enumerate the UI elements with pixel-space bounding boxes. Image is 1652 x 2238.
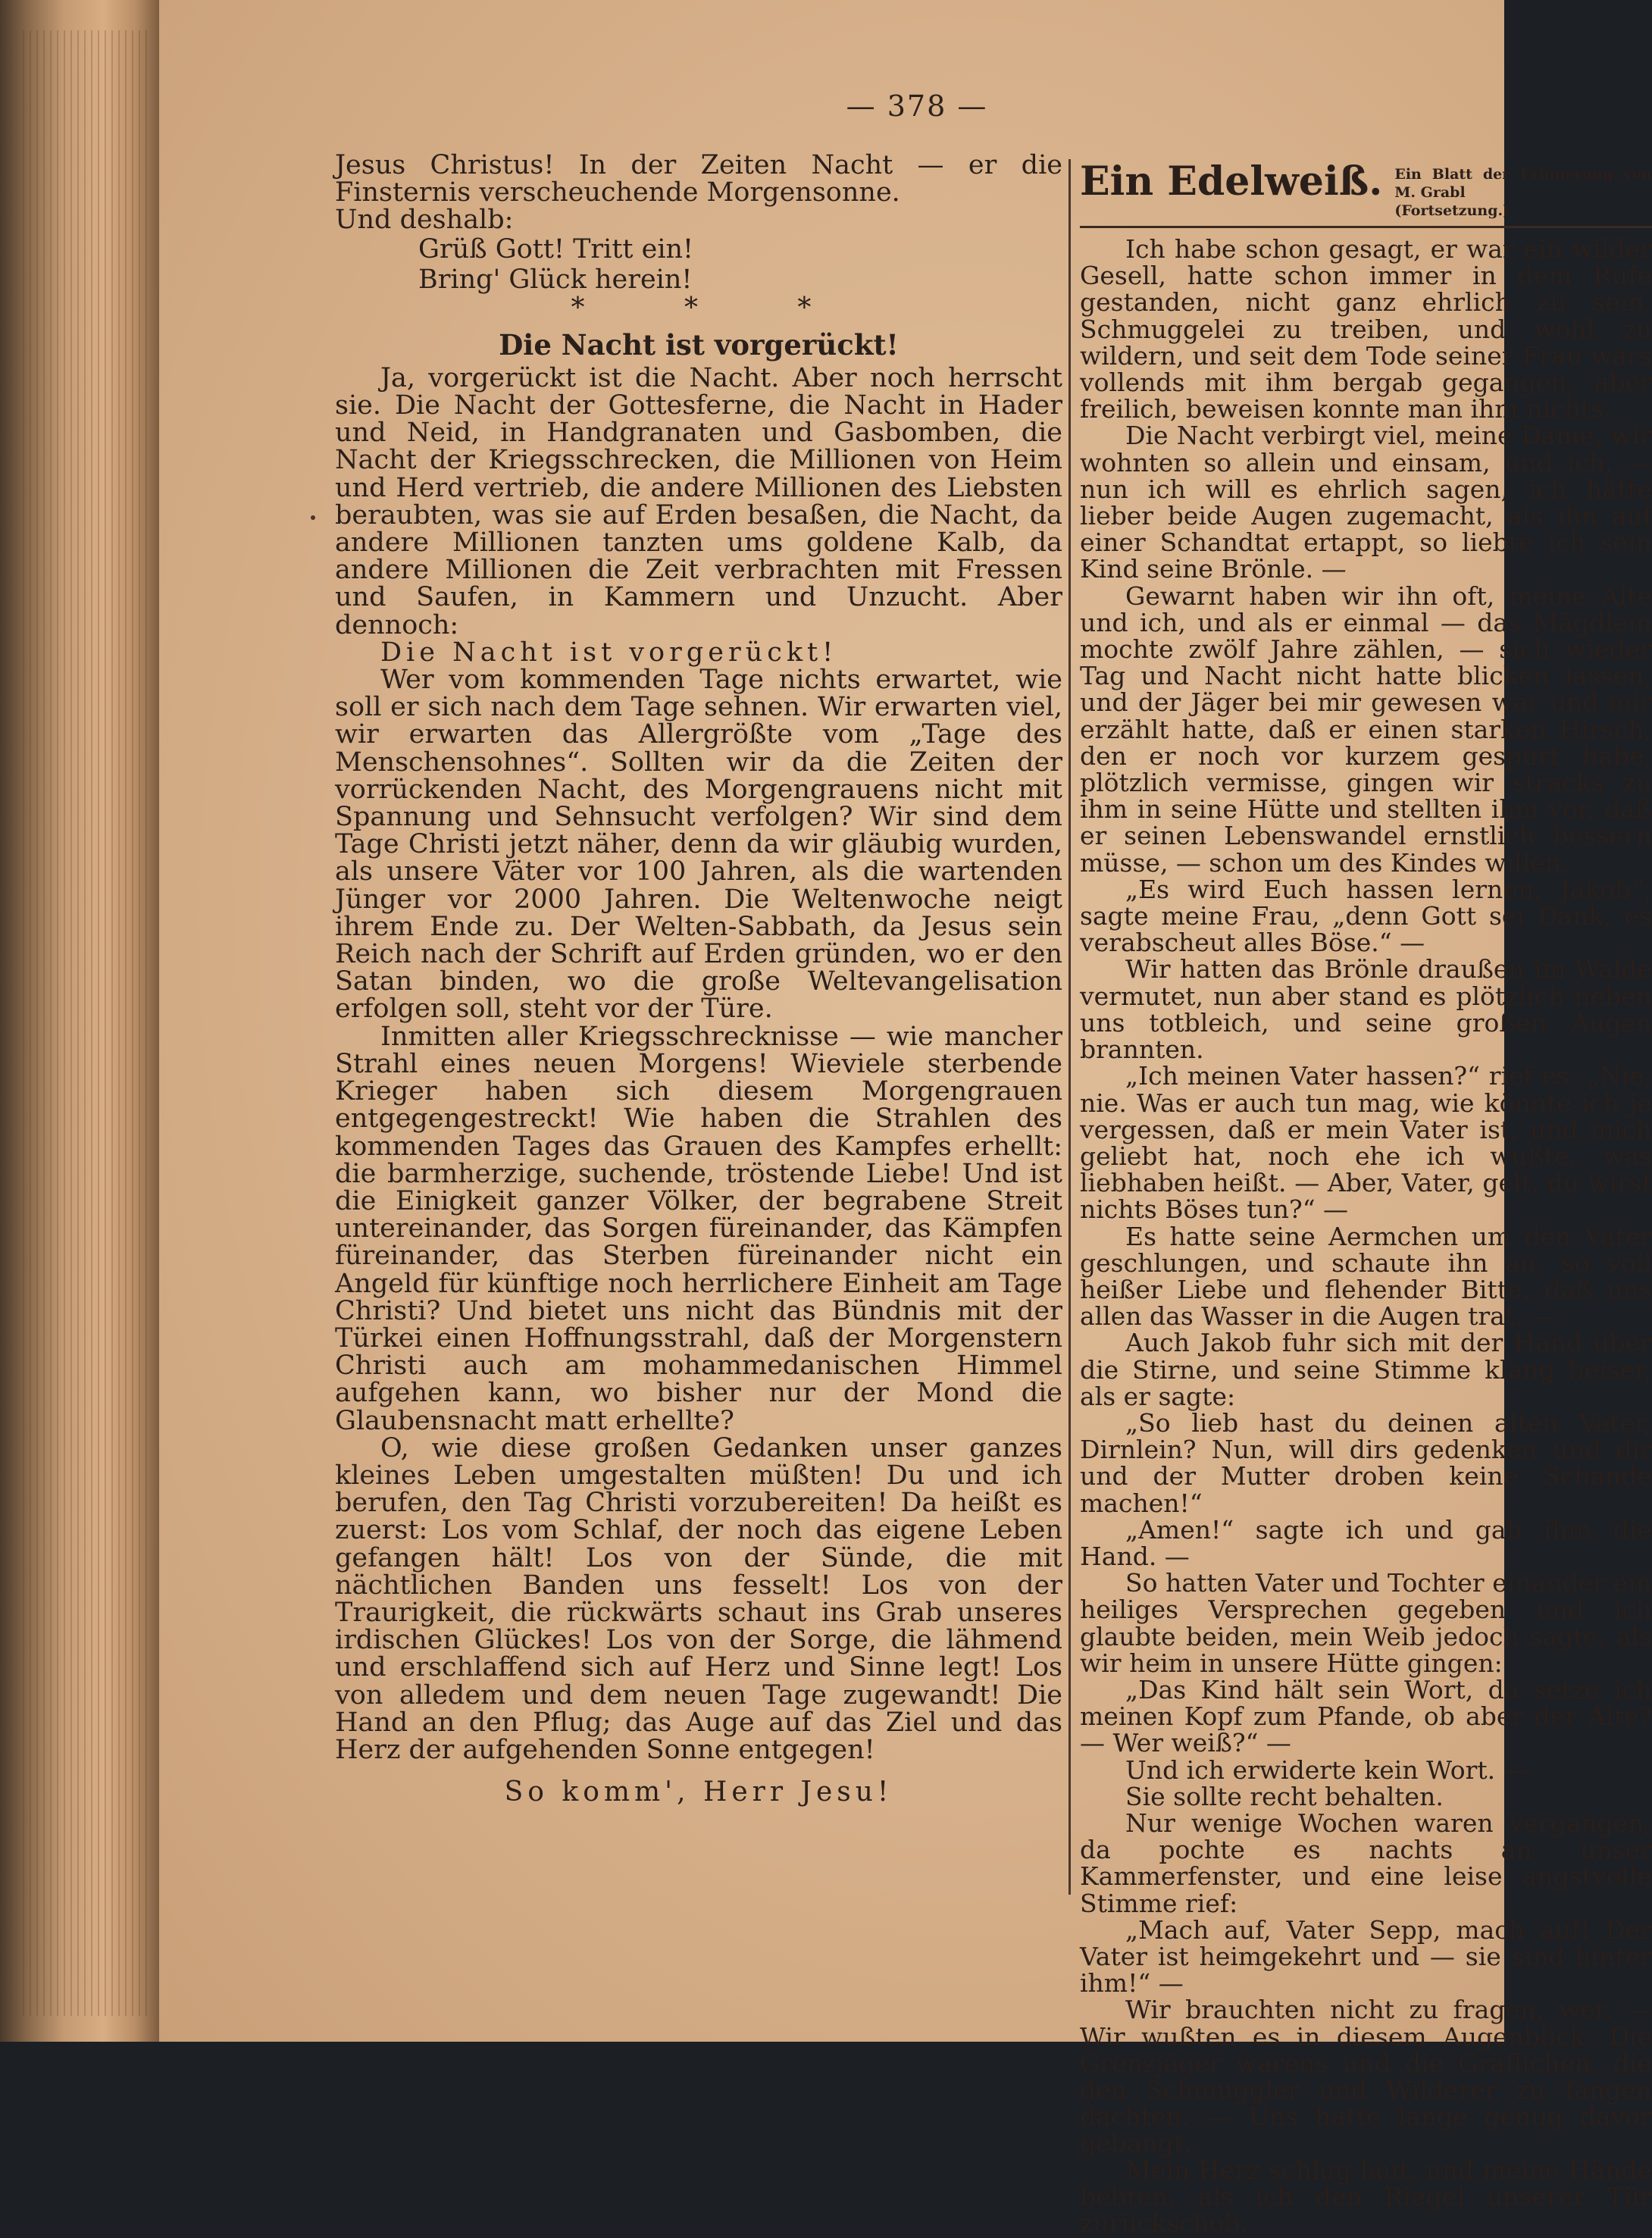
story-byline: Ein Blatt der Erinnerung von M. Grabl [1394,166,1652,201]
opening-text: Jesus Christus! In der Zeiten Nacht — er die Finsternis verscheuchende Morgensonne. [335,150,1062,208]
paragraph-3: Inmitten aller Kriegsschrecknisse — wie mancher Strahl eines neuen Morgens! Wieviele sterbende Krieger haben sich diesem Morgengrauen entgegengestreckt! Wie haben die Strahlen des kommenden Tages das Grauen des Kampfes erhellt: die barmherzige, suchende, tröstende Liebe! Und ist die Einigkeit ganzer Völker, der begrabene Streit untereinander, das Sorgen füreinander, das Kämpfen füreinander, das Sterben füreinander nicht ein Angeld für künftige noch herrlichere Einheit am Tage Christi? Und bietet uns nicht das Bündnis mit der Türkei einen Hoffnungsstrahl, daß der Morgenstern Christi auch am mohammedanischen Himmel aufgehen kann, wo bisher nur der Mond die Glaubensnacht matt erhellte? [335,1021,1062,1436]
story-paragraph: Wir hatten das Brönle draußen im Walde vermutet, nun aber stand es plötzlich neben uns totbleich, und seine großen Augen brannten. [1080,954,1652,1065]
story-title: Ein Edelweiß. [1080,158,1383,205]
spaced-line: Die Nacht ist vorgerückt! [380,637,838,668]
story-header [1080,158,1652,228]
paragraph-1: Ja, vorgerückt ist die Nacht. Aber noch herrscht sie. Die Nacht der Gottesferne, die Nacht in Hader und Neid, in Handgranaten und Gasbomben, die Nacht der Kriegsschrecken, die Millionen von Heim und Herd vertrieb, die andere Millionen des Liebsten beraubten, was sie auf Erden besaßen, die Nacht, da andere Millionen tanzten ums goldene Kalb, da andere Millionen die Zeit verbrachten mit Fressen und Saufen, in Kammern und Unzucht. Aber dennoch: [335,362,1062,640]
story-paragraph: Sie sollte recht behalten. [1125,1781,1444,1811]
story-paragraph: So hatten Vater und Tochter einander ein heiliges Versprechen gegeben und ich glaubte beiden, mein Weib jedoch sagte, als wir heim in unsere Hütte gingen: [1080,1568,1652,1678]
paragraph-4: O, wie diese großen Gedanken unser ganzes kleines Leben umgestalten müßten! Du und ich berufen, den Tag Christi vorzubereiten! Da heißt es zuerst: Los vom Schlaf, der noch das eigene Leben gefangen hält! Los von der Sünde, die mit nächtlichen Banden uns fesselt! Los von der Traurigkeit, die rückwärts schaut ins Grab unseres irdischen Glückes! Los von der Sorge, die lähmend und erschlaffend sich auf Herz und Sinne legt! Los von alledem und dem neuen Tage zugewandt! Die Hand an den Pflug; das Auge auf das Ziel und das Herz der aufgehenden Sonne entgegen! [335,1432,1062,1765]
paragraph-2: Wer vom kommenden Tage nichts erwartet, wie soll er sich nach dem Tage sehnen. Wir erwarten viel, wir erwarten das Allergrößte vom „Tage des Menschensohnes“. Sollten wir da die Zeiten der vorrückenden Nacht, des Morgengrauens nicht mit Spannung und Sehnsucht verfolgen? Wir sind dem Tage Christi jetzt näher, denn da wir gläubig wurden, als unsere Väter vor 100 Jahren, als die wartenden Jünger vor 2000 Jahren. Die Weltenwoche neigt ihrem Ende zu. Der Welten-Sabbath, da Jesus sein Reich nach der Schrift auf Erden gründen, wo er den Satan binden, wo die große Weltevangelisation erfolgen soll, steht vor der Türe. [335,665,1062,1025]
und-deshalb: Und deshalb: [335,205,514,236]
ink-speck [311,515,315,520]
story-paragraph: Ich habe schon gesagt, er war ein wilder Gesell, hatte schon immer in dem Rufe gestanden, nicht ganz ehrlich zu sein, Schmuggelei zu treiben, und wohl zu wildern, und seit dem Tode seiner Frau wars vollends mit ihm bergab gegangen, aber freilich, beweisen konnte man ihm nichts. [1080,234,1652,424]
closing-line: So komm', Herr Jesu! [504,1776,893,1808]
page-stack-lines [23,30,152,2016]
verse-line-2: Bring' Glück herein! [418,264,693,295]
verse-line-1: Grüß Gott! Tritt ein! [418,233,694,264]
story-paragraph: Gewarnt haben wir ihn oft, meine Alte und ich, und als er einmal — das Mägdlein mochte zwölf Jahre zählen, — sich wieder Tag und Nacht nicht hatte blicken lassen, und der Jäger bei mir gewesen war und mir erzählt hatte, daß er einen starken Hirsch, den er noch vor kurzem gespürt habe, plötzlich vermisse, gingen wir stracks zu ihm in seine Hütte und stellten ihm vor, daß er seinen Lebenswandel ernstlich bessern müsse, — schon um des Kindes willen. [1080,581,1652,878]
story-paragraph: Es hatte seine Aermchen um den Vater geschlungen, und schaute ihn an, so voll heißer Liebe und flehender Bitte, daß uns allen das Wasser in die Augen trat. — [1080,1221,1652,1332]
story-subtitle [1394,165,1652,220]
book-page [159,0,1652,2238]
story-continuation: (Fortsetzung.) [1394,202,1510,219]
story-paragraph: „Mach auf, Vater Sepp, mach auf! Der Vater ist heimgekehrt und — sie sind hinter ihm!“ — [1080,1914,1652,1999]
left-column [335,152,1062,1806]
section-heading: Die Nacht ist vorgerückt! [499,327,899,362]
book-binding-edge [0,0,159,2042]
story-paragraph: „So lieb hast du deinen alten Vater, Dirnlein? Nun, will dirs gedenken und dir und der Mutter droben keine Schande machen!“ [1080,1407,1652,1518]
right-column [1080,158,1652,2238]
story-paragraph: Die Nacht verbirgt viel, meine Dame, wir wohnten so allein und einsam, und ich, — nun ich will es ehrlich sagen, ich hätte lieber beide Augen zugemacht, als ihn auf einer Schandtat ertappt, so liebte ich sein Kind seine Brönle. — [1080,421,1652,584]
story-paragraph: Nur wenige Wochen waren vergangen, da pochte es nachts an unser Kammerfenster, und eine leise angstvolle Stimme rief: [1080,1808,1652,1918]
story-paragraph: „Das Kind hält sein Wort, da setze ich meinen Kopf zum Pfande, ob aber der Alte? — Wer weiß?“ — [1080,1674,1652,1758]
story-paragraph: „Es wird Euch hassen lernen, Jakob“, sagte meine Frau, „denn Gott sei Dank, es verabscheut alles Böse.“ — [1080,874,1652,958]
page-number: — 378 — [846,89,988,123]
story-paragraph: Wir brauchten nicht zu fragen, wer. — Wir wußten es in diesem Augenblick. Die Grenzjäger warens und die Gräflichen, die den Schmuggler und Wilderer zu fangen dachten. — Uns hatte lange genug davor gebangt. [1080,1995,1652,2158]
story-paragraph: „Ich meinen Vater hassen?“ rief es. „Nie, nie. Was er auch tun mag, wie könnte ich je vergessen, daß er mein Vater ist, und mich geliebt hat, noch ehe ich wußte, was liebhaben heißt. — Aber, Vater, gelt, du wirst nichts Böses tun?“ — [1080,1061,1652,1225]
column-divider [1068,159,1071,1895]
story-paragraph: „Amen!“ sagte ich und gab ihm die Hand. — [1080,1514,1652,1571]
story-paragraph: Und ich erwiderte kein Wort. — [1125,1754,1528,1785]
story-paragraph: Auch Jakob fuhr sich mit der Hand über die Stirne, und seine Stimme klang heiser, als er sagte: [1080,1328,1652,1411]
story-paragraph: Mein Herz schlug laut, und meine Hände bebten, als ich den Riegel unserer Tür zurückschob. [1080,2155,1652,2238]
section-stars: * * * [571,292,857,324]
